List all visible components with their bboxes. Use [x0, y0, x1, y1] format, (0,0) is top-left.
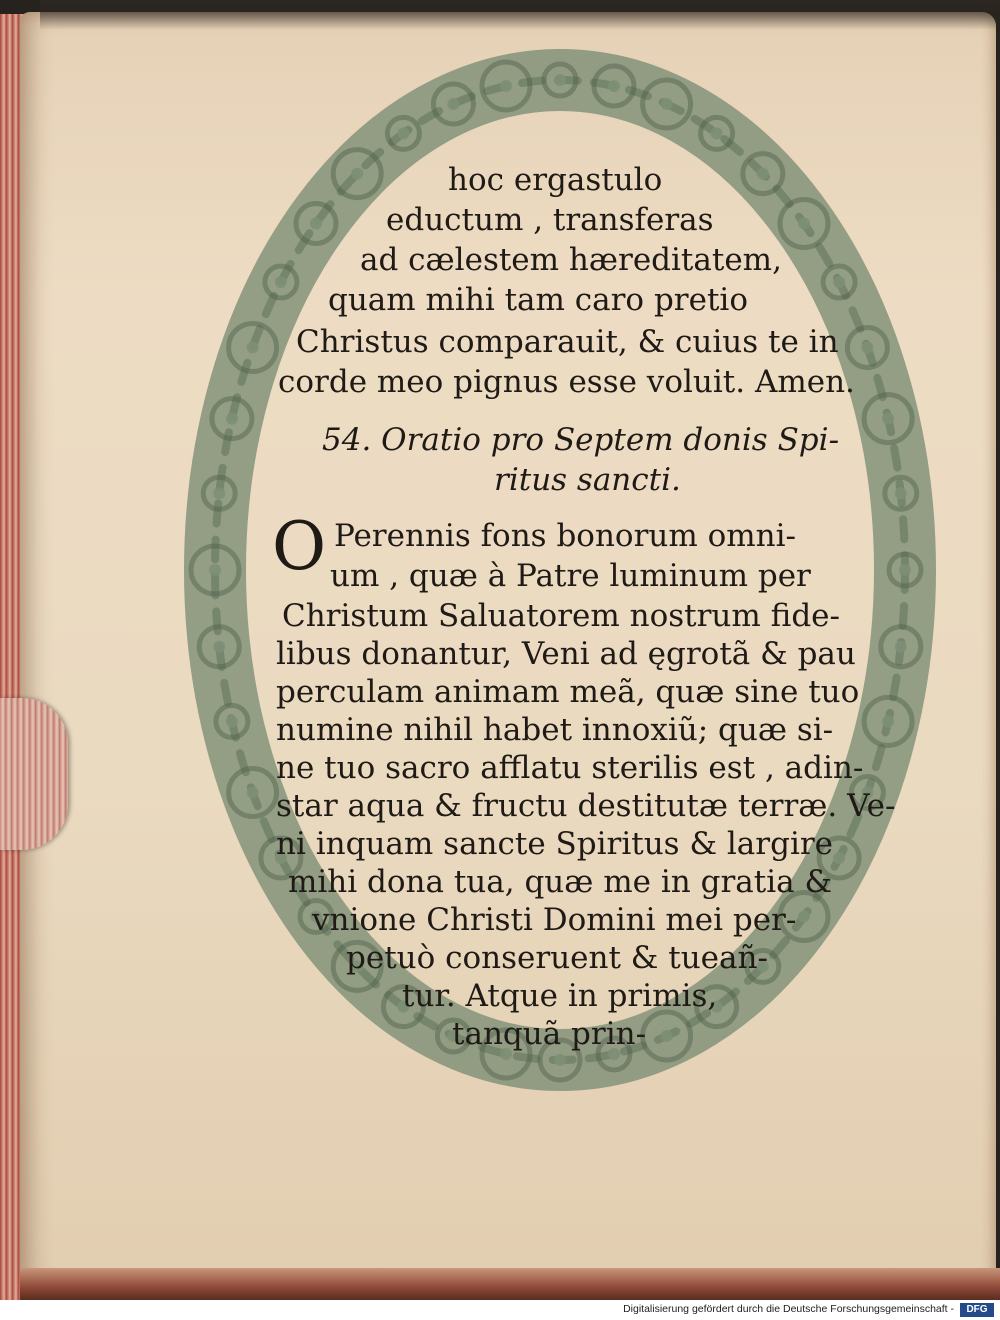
text-line: numine nihil habet innoxiũ; quæ si- — [276, 712, 834, 748]
text-line: vnione Christi Domini mei per- — [312, 902, 797, 938]
text-line: tur. Atque in primis, — [402, 978, 718, 1014]
text-line: star aqua & fructu destitutæ terræ. Ve- — [276, 788, 896, 824]
dfg-logo: DFG — [960, 1303, 994, 1317]
drop-cap: O — [272, 508, 327, 585]
text-line: quam mihi tam caro pretio — [328, 282, 748, 318]
text-line: libus donantur, Veni ad ęgrotã & pau — [276, 636, 856, 672]
text-line: um , quæ à Patre luminum per — [330, 558, 811, 594]
section-heading: ritus sancti. — [494, 462, 681, 498]
text-line: ne tuo sacro afflatu sterilis est , adin- — [276, 750, 864, 786]
text-line: perculam animam meã, quæ sine tuo — [276, 674, 860, 710]
text-line: eductum , transferas — [386, 202, 714, 238]
section-heading: 54. Oratio pro Septem donis Spi- — [322, 422, 840, 458]
text-line: ad cælestem hæreditatem, — [360, 242, 782, 278]
text-line: hoc ergastulo — [448, 162, 663, 198]
funding-credit: Digitalisierung gefördert durch die Deutsche Forschungsgemeinschaft - — [623, 1303, 954, 1315]
text-line: corde meo pignus esse voluit. Amen. — [278, 364, 855, 400]
text-line: mihi dona tua, quæ me in gratia & — [288, 864, 833, 900]
text-line: petuò conseruent & tueañ- — [346, 940, 768, 976]
text-line: tanquã prin- — [452, 1016, 647, 1052]
footer-bar — [0, 1300, 1000, 1320]
text-line: Christus comparauit, & cuius te in — [296, 324, 839, 360]
text-line: ni inquam sancte Spiritus & largire — [276, 826, 834, 862]
text-line: Perennis fons bonorum omni- — [334, 518, 797, 554]
text-line: Christum Saluatorem nostrum fide- — [282, 598, 840, 634]
